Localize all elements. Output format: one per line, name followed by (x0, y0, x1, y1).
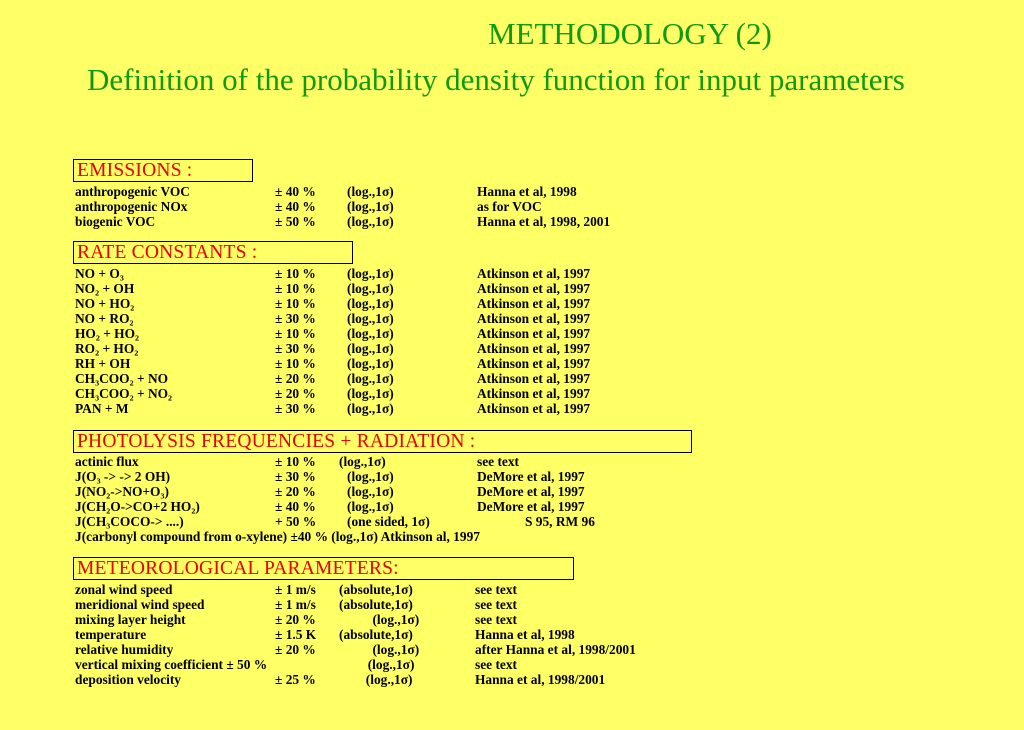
uncertainty: ± 40 % (275, 184, 316, 199)
uncertainty: ± 20 % (275, 642, 316, 657)
uncertainty: ± 10 % (275, 281, 316, 296)
uncertainty: ± 30 % (275, 469, 316, 484)
reference: Atkinson et al, 1997 (477, 341, 591, 356)
distribution: (log.,1σ) (347, 356, 394, 371)
param-name: vertical mixing coefficient ± 50 % (75, 657, 268, 672)
reference: DeMore et al, 1997 (477, 499, 585, 514)
param-name: J(O₃ -> -> 2 OH) (75, 469, 171, 484)
uncertainty: ± 1 m/s (275, 582, 316, 597)
section-header-emissions: EMISSIONS : (73, 159, 253, 182)
distribution: (log.,1σ) (347, 296, 394, 311)
uncertainty: ± 1 m/s (275, 597, 316, 612)
distribution: (log.,1σ) (347, 326, 394, 341)
param-name: RH + OH (75, 356, 131, 371)
distribution: (log.,1σ) (347, 281, 394, 296)
param-name: actinic flux (75, 454, 139, 469)
param-name: PAN + M (75, 401, 129, 416)
distribution: (log.,1σ) (347, 386, 394, 401)
uncertainty: ± 20 % (275, 612, 316, 627)
section-header-meteorological: METEOROLOGICAL PARAMETERS: (73, 557, 574, 580)
distribution: (one sided, 1σ) (347, 514, 430, 529)
uncertainty: ± 10 % (275, 296, 316, 311)
reference: DeMore et al, 1997 (477, 484, 585, 499)
uncertainty: ± 10 % (275, 454, 316, 469)
distribution: (log.,1σ) (347, 401, 394, 416)
uncertainty: ± 20 % (275, 371, 316, 386)
distribution: (log.,1σ) (347, 499, 394, 514)
param-name: zonal wind speed (75, 582, 173, 597)
reference: Atkinson et al, 1997 (477, 356, 591, 371)
uncertainty: ± 10 % (275, 356, 316, 371)
distribution: (log.,1σ) (347, 341, 394, 356)
reference: see text (475, 657, 518, 672)
reference: see text (477, 454, 520, 469)
uncertainty: ± 20 % (275, 386, 316, 401)
param-name: NO₂ + OH (75, 281, 135, 296)
section-header-photolysis: PHOTOLYSIS FREQUENCIES + RADIATION : (73, 430, 692, 453)
reference: see text (475, 612, 518, 627)
reference: Atkinson et al, 1997 (477, 326, 591, 341)
distribution: (log.,1σ) (339, 642, 420, 657)
reference: Atkinson et al, 1997 (477, 386, 591, 401)
uncertainty: + 50 % (275, 514, 317, 529)
distribution: (absolute,1σ) (339, 627, 413, 642)
param-name: relative humidity (75, 642, 174, 657)
reference: S 95, RM 96 (525, 514, 595, 529)
reference: Atkinson et al, 1997 (477, 296, 591, 311)
uncertainty: ± 50 % (275, 214, 316, 229)
distribution: (log.,1σ) (347, 469, 394, 484)
param-name: anthropogenic NOx (75, 199, 188, 214)
param-name: anthropogenic VOC (75, 184, 190, 199)
uncertainty: ± 30 % (275, 341, 316, 356)
reference: Hanna et al, 1998, 2001 (477, 214, 611, 229)
param-name: J(NO₂->NO+O₃) (75, 484, 169, 499)
slide-title: METHODOLOGY (2) (488, 16, 772, 51)
footnote-text: J(carbonyl compound from o-xylene) ±40 % (log.,1σ) Atkinson al, 1997 (75, 529, 480, 544)
reference: Hanna et al, 1998 (475, 627, 575, 642)
distribution: (log.,1σ) (347, 371, 394, 386)
param-name: HO₂ + HO₂ (75, 326, 140, 341)
section-header-rate-constants: RATE CONSTANTS : (73, 241, 353, 264)
distribution: (log.,1σ) (347, 184, 394, 199)
slide-subtitle: Definition of the probability density function for input parameters (87, 62, 905, 97)
param-name: NO + O₃ (75, 266, 124, 281)
reference: Atkinson et al, 1997 (477, 266, 591, 281)
distribution: (log.,1σ) (339, 612, 420, 627)
param-name: J(CH₂O->CO+2 HO₂) (75, 499, 200, 514)
distribution: (log.,1σ) (339, 454, 386, 469)
reference: after Hanna et al, 1998/2001 (475, 642, 636, 657)
param-name: CH₃COO₂ + NO₂ (75, 386, 173, 401)
uncertainty: ± 30 % (275, 311, 316, 326)
distribution: (log.,1σ) (347, 266, 394, 281)
uncertainty: ± 10 % (275, 326, 316, 341)
distribution: (log.,1σ) (339, 672, 413, 687)
reference: Atkinson et al, 1997 (477, 311, 591, 326)
distribution: (log.,1σ) (347, 199, 394, 214)
uncertainty: ± 1.5 K (275, 627, 317, 642)
param-name: temperature (75, 627, 147, 642)
distribution: (log.,1σ) (347, 214, 394, 229)
uncertainty: ± 30 % (275, 401, 316, 416)
distribution: (log.,1σ) (347, 311, 394, 326)
param-name: NO + RO₂ (75, 311, 134, 326)
reference: Atkinson et al, 1997 (477, 281, 591, 296)
reference: DeMore et al, 1997 (477, 469, 585, 484)
reference: Hanna et al, 1998 (477, 184, 577, 199)
uncertainty: ± 20 % (275, 484, 316, 499)
param-name: RO₂ + HO₂ (75, 341, 139, 356)
param-name: J(CH₃COCO-> ....) (75, 514, 184, 529)
reference: Hanna et al, 1998/2001 (475, 672, 606, 687)
uncertainty: ± 40 % (275, 199, 316, 214)
distribution: (log.,1σ) (347, 484, 394, 499)
reference: Atkinson et al, 1997 (477, 401, 591, 416)
param-name: NO + HO₂ (75, 296, 135, 311)
param-name: meridional wind speed (75, 597, 205, 612)
reference: see text (475, 582, 518, 597)
reference: as for VOC (477, 199, 542, 214)
param-name: CH₃COO₂ + NO (75, 371, 169, 386)
param-name: deposition velocity (75, 672, 182, 687)
reference: Atkinson et al, 1997 (477, 371, 591, 386)
distribution: (absolute,1σ) (339, 597, 413, 612)
uncertainty: ± 10 % (275, 266, 316, 281)
uncertainty: ± 25 % (275, 672, 316, 687)
reference: see text (475, 597, 518, 612)
distribution: (log.,1σ) (361, 657, 415, 672)
distribution: (absolute,1σ) (339, 582, 413, 597)
uncertainty: ± 40 % (275, 499, 316, 514)
param-name: mixing layer height (75, 612, 186, 627)
param-name: biogenic VOC (75, 214, 156, 229)
